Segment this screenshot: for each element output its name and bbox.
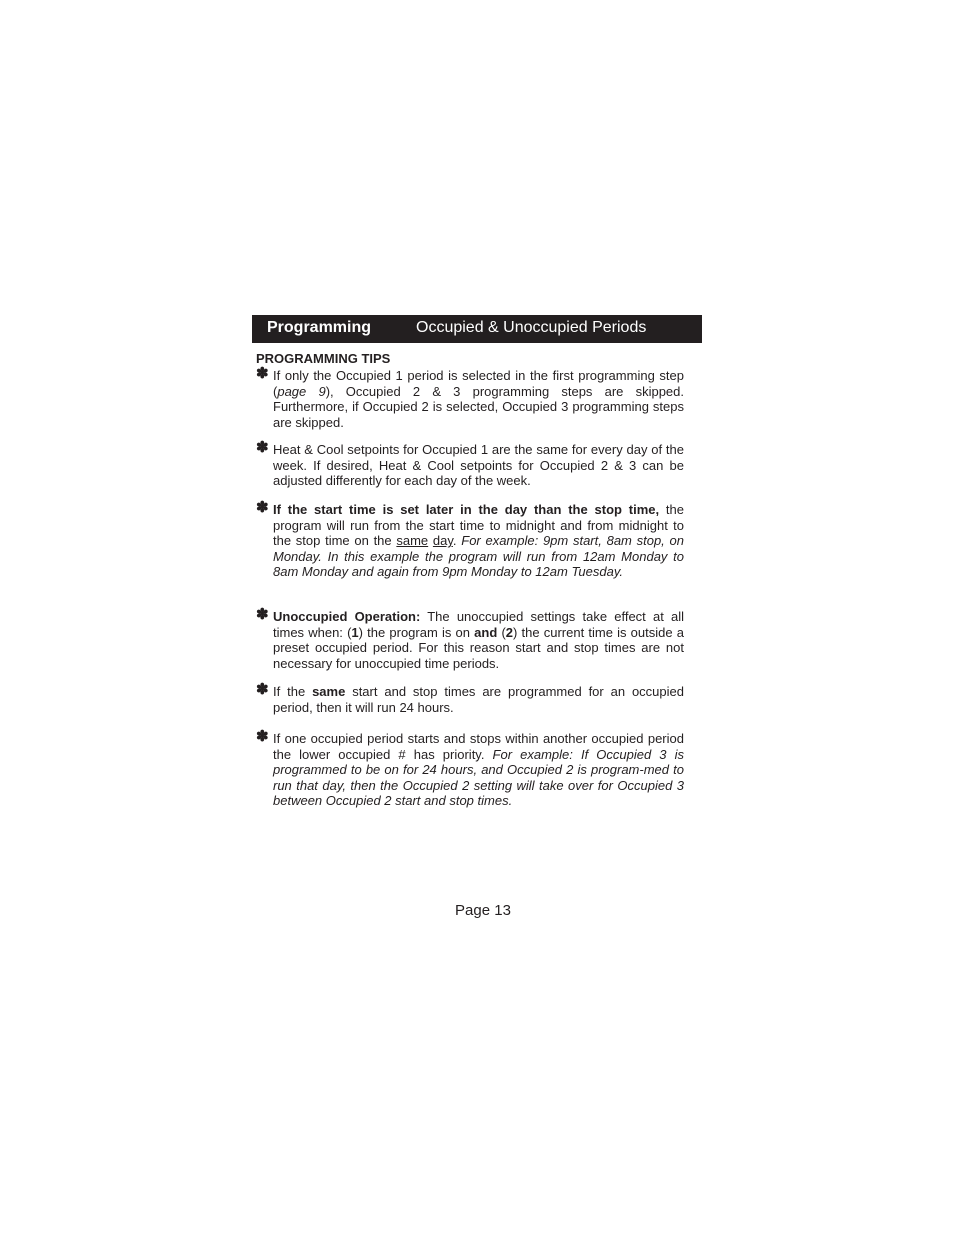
- asterisk-bullet-icon: ✽: [256, 728, 269, 745]
- asterisk-bullet-icon: ✽: [256, 681, 269, 698]
- tip-text: If only the Occupied 1 period is selected in the first programming step (page 9), Occupied 2 & 3 programming steps are skipped. Furthermore, if Occupied 2 is selected, Occupied 3 programming steps are skipped.: [273, 368, 684, 430]
- asterisk-bullet-icon: ✽: [256, 365, 269, 382]
- tips-heading: PROGRAMMING TIPS: [256, 351, 391, 366]
- asterisk-bullet-icon: ✽: [256, 499, 269, 516]
- asterisk-bullet-icon: ✽: [256, 606, 269, 623]
- section-header-bar: [252, 315, 702, 343]
- asterisk-bullet-icon: ✽: [256, 439, 269, 456]
- section-name: Programming: [267, 319, 372, 336]
- page-title: Occupied & Unoccupied Periods: [416, 319, 647, 336]
- tip-text: If the same start and stop times are programmed for an occupied period, then it will run 24 hours.: [273, 684, 684, 715]
- page-number: Page 13: [455, 902, 511, 919]
- tip-text: If the start time is set later in the day than the stop time, the program will run from the start time to midnight and from midnight to the stop time on the same day. For example: 9pm start, 8am stop, on Monday. In this example the program will run from 12am Monday to 8am Monday and again from 9pm Monday to 12am Tuesday.: [273, 502, 684, 580]
- tip-text: If one occupied period starts and stops within another occupied period the lower occupied # has priority. For example: If Occupied 3 is programmed to be on for 24 hours, and Occupied 2 is program-med to run that day, then the Occupied 2 setting will take over for Occupied 3 between Occupied 2 start and stop times.: [273, 731, 684, 809]
- tip-text: Heat & Cool setpoints for Occupied 1 are the same for every day of the week. If desired, Heat & Cool setpoints for Occupied 2 & 3 can be adjusted differently for each day of the week.: [273, 442, 684, 489]
- tip-text: Unoccupied Operation: The unoccupied settings take effect at all times when: (1) the program is on and (2) the current time is outside a preset occupied period. For this reason start and stop times are not necessary for unoccupied time periods.: [273, 609, 684, 671]
